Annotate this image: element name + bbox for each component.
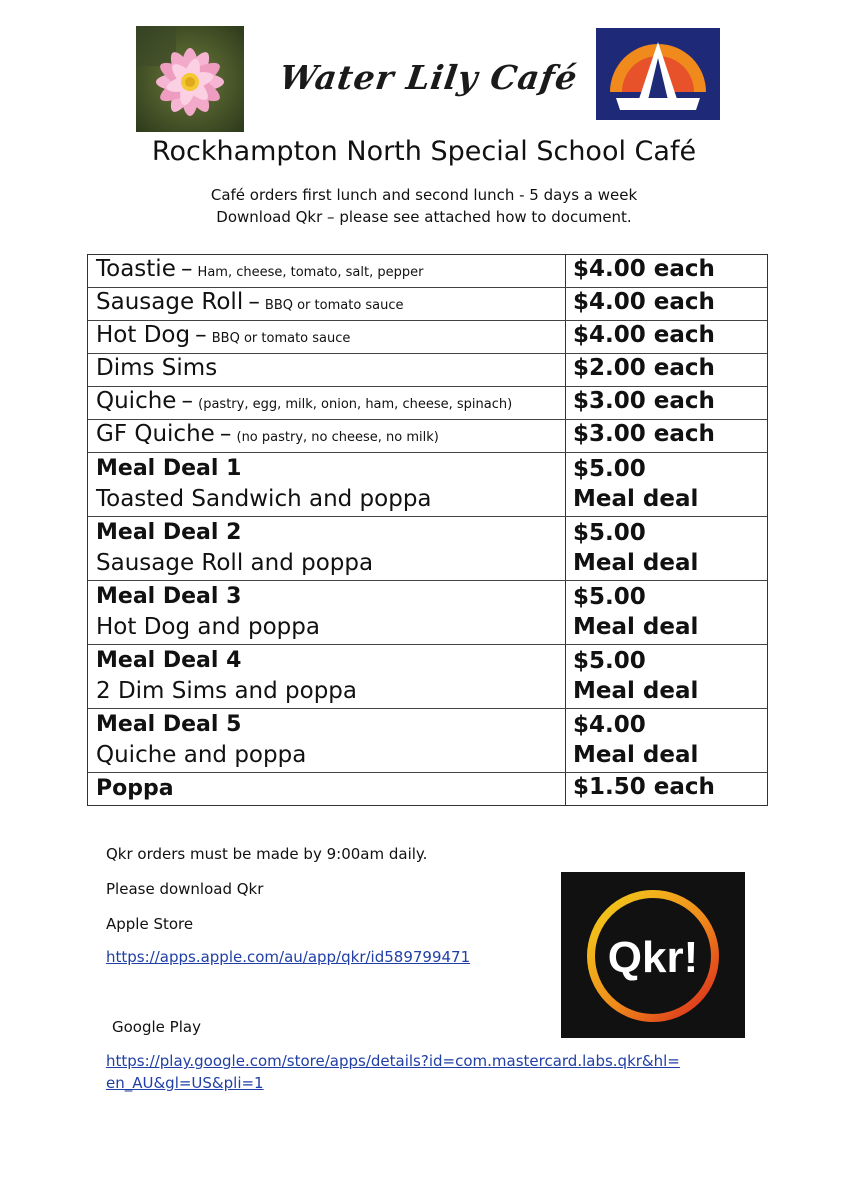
meal-deal-cell xyxy=(88,645,566,708)
order-deadline-text: Qkr orders must be made by 9:00am daily. xyxy=(106,845,428,863)
meal-deal-cell xyxy=(88,581,566,644)
meal-deal-desc: Hot Dog and poppa xyxy=(96,614,320,640)
menu-row xyxy=(88,255,767,287)
meal-deal-row xyxy=(88,580,767,644)
meal-deal-cell xyxy=(88,517,566,580)
menu-item-separator: – xyxy=(180,256,193,282)
menu-item-price: $4.00 each xyxy=(573,322,715,348)
menu-item-detail: (pastry, egg, milk, onion, ham, cheese, spinach) xyxy=(198,397,513,412)
meal-deal-title: Meal Deal 5 xyxy=(96,712,242,737)
google-play-link[interactable] xyxy=(106,1050,766,1094)
meal-deal-label: Meal deal xyxy=(573,742,699,768)
meal-deal-label: Meal deal xyxy=(573,678,699,704)
menu-table xyxy=(87,254,768,806)
menu-row xyxy=(88,419,767,452)
cafe-name: Water Lily Café xyxy=(277,58,581,97)
menu-item-cell xyxy=(88,387,566,419)
meal-deal-price-cell xyxy=(566,453,767,516)
google-play-link-line-2: en_AU&gl=US&pli=1 xyxy=(106,1074,264,1092)
menu-item-name: Quiche xyxy=(96,388,177,414)
water-lily-image xyxy=(136,26,244,132)
meal-deal-price: $5.00 xyxy=(573,584,646,610)
download-text: Please download Qkr xyxy=(106,880,264,898)
menu-item-detail: Ham, cheese, tomato, salt, pepper xyxy=(197,265,424,280)
meal-deal-row xyxy=(88,516,767,580)
menu-item-detail: (no pastry, no cheese, no milk) xyxy=(236,430,439,445)
menu-item-price: $4.00 each xyxy=(573,256,715,282)
meal-deal-title: Meal Deal 1 xyxy=(96,456,242,481)
meal-deal-cell xyxy=(88,709,566,772)
apple-store-label: Apple Store xyxy=(106,915,194,933)
google-play-label: Google Play xyxy=(112,1018,201,1036)
menu-item-name: Toastie xyxy=(96,256,176,282)
menu-item-cell xyxy=(88,354,566,386)
intro-text xyxy=(0,184,848,228)
intro-line-2: Download Qkr – please see attached how to document. xyxy=(216,208,632,226)
meal-deal-title: Meal Deal 3 xyxy=(96,584,242,609)
poppa-price: $1.50 each xyxy=(573,774,715,800)
menu-item-separator: – xyxy=(248,289,260,315)
menu-item-cell xyxy=(88,288,566,320)
qkr-logo-text: Qkr! xyxy=(607,933,699,982)
menu-item-detail: BBQ or tomato sauce xyxy=(264,298,404,313)
meal-deal-row xyxy=(88,708,767,772)
meal-deal-desc: Toasted Sandwich and poppa xyxy=(96,486,432,512)
menu-row-poppa xyxy=(88,772,767,805)
meal-deal-desc: Quiche and poppa xyxy=(96,742,307,768)
meal-deal-cell xyxy=(88,453,566,516)
meal-deal-price: $4.00 xyxy=(573,712,646,738)
meal-deal-label: Meal deal xyxy=(573,550,699,576)
menu-item-price: $4.00 each xyxy=(573,289,715,315)
menu-item-separator: – xyxy=(181,388,194,414)
meal-deal-price: $5.00 xyxy=(573,648,646,674)
menu-row xyxy=(88,353,767,386)
poppa-name: Poppa xyxy=(96,776,174,801)
meal-deal-price-cell xyxy=(566,517,767,580)
menu-item-price: $2.00 each xyxy=(573,355,715,381)
menu-row xyxy=(88,386,767,419)
menu-item-name: Sausage Roll xyxy=(96,289,244,315)
meal-deal-price-cell xyxy=(566,581,767,644)
menu-row xyxy=(88,320,767,353)
menu-item-name: GF Quiche xyxy=(96,421,215,447)
meal-deal-title: Meal Deal 2 xyxy=(96,520,242,545)
meal-deal-label: Meal deal xyxy=(573,614,699,640)
intro-line-1: Café orders first lunch and second lunch - 5 days a week xyxy=(210,186,638,204)
menu-item-price: $3.00 each xyxy=(573,421,715,447)
meal-deal-price-cell xyxy=(566,709,767,772)
school-name: Rockhampton North Special School Café xyxy=(151,136,697,167)
meal-deal-price-cell xyxy=(566,645,767,708)
menu-item-name: Hot Dog xyxy=(96,322,191,348)
meal-deal-row xyxy=(88,644,767,708)
menu-item-cell xyxy=(88,255,566,287)
menu-row xyxy=(88,287,767,320)
meal-deal-desc: 2 Dim Sims and poppa xyxy=(96,678,357,704)
meal-deal-price: $5.00 xyxy=(573,456,646,482)
meal-deal-price: $5.00 xyxy=(573,520,646,546)
apple-store-link[interactable]: https://apps.apple.com/au/app/qkr/id589799471 xyxy=(106,948,471,966)
menu-item-name: Dims Sims xyxy=(96,355,218,381)
menu-item-separator: – xyxy=(219,421,232,447)
google-play-link-line-1: https://play.google.com/store/apps/details?id=com.mastercard.labs.qkr&hl= xyxy=(106,1052,680,1070)
meal-deal-row xyxy=(88,452,767,516)
menu-item-cell xyxy=(88,773,566,805)
meal-deal-desc: Sausage Roll and poppa xyxy=(96,550,374,576)
menu-item-price: $3.00 each xyxy=(573,388,715,414)
menu-item-cell xyxy=(88,321,566,353)
meal-deal-label: Meal deal xyxy=(573,486,699,512)
menu-item-separator: – xyxy=(195,322,207,348)
school-logo xyxy=(596,28,720,120)
menu-item-detail: BBQ or tomato sauce xyxy=(211,331,351,346)
menu-item-cell xyxy=(88,420,566,452)
qkr-logo-icon xyxy=(561,872,745,1038)
meal-deal-title: Meal Deal 4 xyxy=(96,648,242,673)
